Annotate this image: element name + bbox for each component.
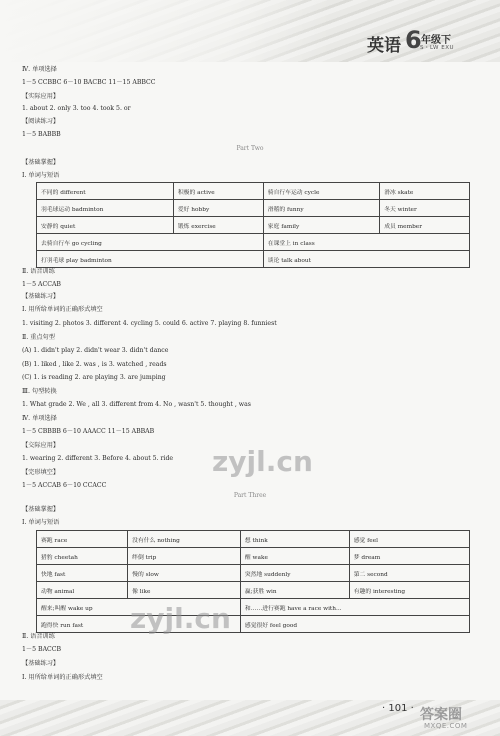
table-cell: 滑冰 skate (380, 183, 470, 200)
watermark: zyjl.cn (130, 602, 231, 635)
table-cell: 有趣的 interesting (349, 582, 469, 599)
table-cell: 在课堂上 in class (263, 234, 469, 251)
text-line: 1. visiting 2. photos 3. different 4. cycling 5. could 6. active 7. playing 8. funniest (22, 320, 277, 327)
table-row (37, 531, 470, 548)
table-cell: 绊倒 trip (128, 548, 241, 565)
table-row (37, 565, 470, 582)
text-line: 1－5 BACCB (22, 646, 62, 653)
text-line: 1－5 ACCAB 6－10 CCACC (22, 482, 107, 489)
vocab-table-2 (36, 530, 470, 633)
part-three-title: Part Three (233, 492, 267, 499)
table-cell: 安静的 quiet (37, 217, 174, 234)
table-cell: 和……进行赛跑 have a race with... (240, 599, 469, 616)
text-line: Ⅰ. 用所给单词的正确形式填空 (22, 306, 103, 313)
table-row (37, 599, 470, 616)
text-line: (B) 1. liked , like 2. was , is 3. watched , reads (22, 361, 167, 368)
table-row (37, 251, 470, 268)
text-line: 【完形填空】 (22, 469, 60, 476)
table-cell: 猎豹 cheetah (37, 548, 128, 565)
part-two-title: Part Two (236, 145, 264, 152)
table-cell: 醒来;叫醒 wake up (37, 599, 241, 616)
table-cell: 锻炼 exercise (173, 217, 263, 234)
table-cell: 积极的 active (173, 183, 263, 200)
table-cell: 冬天 winter (380, 200, 470, 217)
text-line: Ⅱ. 语音训练 (22, 633, 55, 640)
grade-label: 年级下 (421, 35, 451, 46)
table-cell: 快地 fast (37, 565, 128, 582)
section-heading: Ⅰ. 单词与短语 (22, 519, 60, 526)
table-cell: 爱好 hobby (173, 200, 263, 217)
text-line: Ⅲ. 句型转换 (22, 388, 57, 395)
table-row (37, 200, 470, 217)
text-line: Ⅱ. 重点句型 (22, 334, 55, 341)
table-cell: 动物 animal (37, 582, 128, 599)
table-cell: 成员 member (380, 217, 470, 234)
table-cell: 突然地 suddenly (240, 565, 349, 582)
section-heading: 【基础掌握】 (22, 159, 60, 166)
table-cell: 梦 dream (349, 548, 469, 565)
table-cell: 慢的 slow (128, 565, 241, 582)
table-cell: 骑自行车运动 cycle (263, 183, 379, 200)
table-cell: 滑稽的 funny (263, 200, 379, 217)
text-line: 【实际应用】 (22, 93, 60, 100)
text-line: 【基础练习】 (22, 293, 60, 300)
text-line: 【基础练习】 (22, 660, 60, 667)
page-number: · 101 · (382, 703, 414, 714)
text-line: Ⅳ. 单项选择 (22, 66, 57, 73)
table-row (37, 183, 470, 200)
text-line: Ⅰ. 用所给单词的正确形式填空 (22, 674, 103, 681)
vocab-table-1 (36, 182, 470, 268)
table-cell: 羽毛球运动 badminton (37, 200, 174, 217)
text-line: 1. What grade 2. We , all 3. different from 4. No , wasn't 5. thought , was (22, 401, 251, 408)
table-row (37, 234, 470, 251)
table-cell: 赢;获胜 win (240, 582, 349, 599)
table-cell: 感觉很好 feel good (240, 616, 469, 633)
text-line: 1. about 2. only 3. too 4. took 5. or (22, 105, 131, 112)
section-heading: 【基础掌握】 (22, 506, 60, 513)
section-heading: Ⅰ. 单词与短语 (22, 172, 60, 179)
text-line: 1－5 CCBBC 6－10 BACBC 11－15 ABBCC (22, 79, 156, 86)
table-row (37, 616, 470, 633)
table-cell: 想 think (240, 531, 349, 548)
text-line: 1－5 ACCAB (22, 281, 61, 288)
book-subtitle: S・LW EXU (420, 45, 455, 51)
watermark: zyjl.cn (212, 445, 313, 478)
table-cell: 不同的 different (37, 183, 174, 200)
text-line: Ⅱ. 语音训练 (22, 268, 55, 275)
table-cell: 没有什么 nothing (128, 531, 241, 548)
text-line: 1. wearing 2. different 3. Before 4. about 5. ride (22, 455, 174, 462)
table-cell: 醒 wake (240, 548, 349, 565)
site-logo: 答案圈 (420, 707, 462, 723)
text-line: 1－5 CBBBB 6－10 AAACC 11－15 ABBAB (22, 428, 155, 435)
text-line: 【交际应用】 (22, 442, 60, 449)
text-line: (C) 1. is reading 2. are playing 3. are jumping (22, 374, 166, 381)
table-cell: 第二 second (349, 565, 469, 582)
text-line: (A) 1. didn't play 2. didn't wear 3. didn't dance (22, 347, 169, 354)
table-cell: 打羽毛球 play badminton (37, 251, 264, 268)
text-line: Ⅳ. 单项选择 (22, 415, 57, 422)
table-row (37, 548, 470, 565)
table-cell: 谈论 talk about (263, 251, 469, 268)
table-cell: 像 like (128, 582, 241, 599)
text-line: 1－5 BABBB (22, 131, 61, 138)
table-row (37, 217, 470, 234)
grade-number: 6 (405, 26, 422, 54)
table-cell: 跑得快 run fast (37, 616, 241, 633)
book-title: 英语 (367, 36, 401, 56)
table-row (37, 582, 470, 599)
table-cell: 去骑自行车 go cycling (37, 234, 264, 251)
table-cell: 感觉 feel (349, 531, 469, 548)
text-line: 【阅读练习】 (22, 118, 60, 125)
site-logo-url: MXQE.COM (424, 722, 468, 730)
table-cell: 家庭 family (263, 217, 379, 234)
table-cell: 赛跑 race (37, 531, 128, 548)
